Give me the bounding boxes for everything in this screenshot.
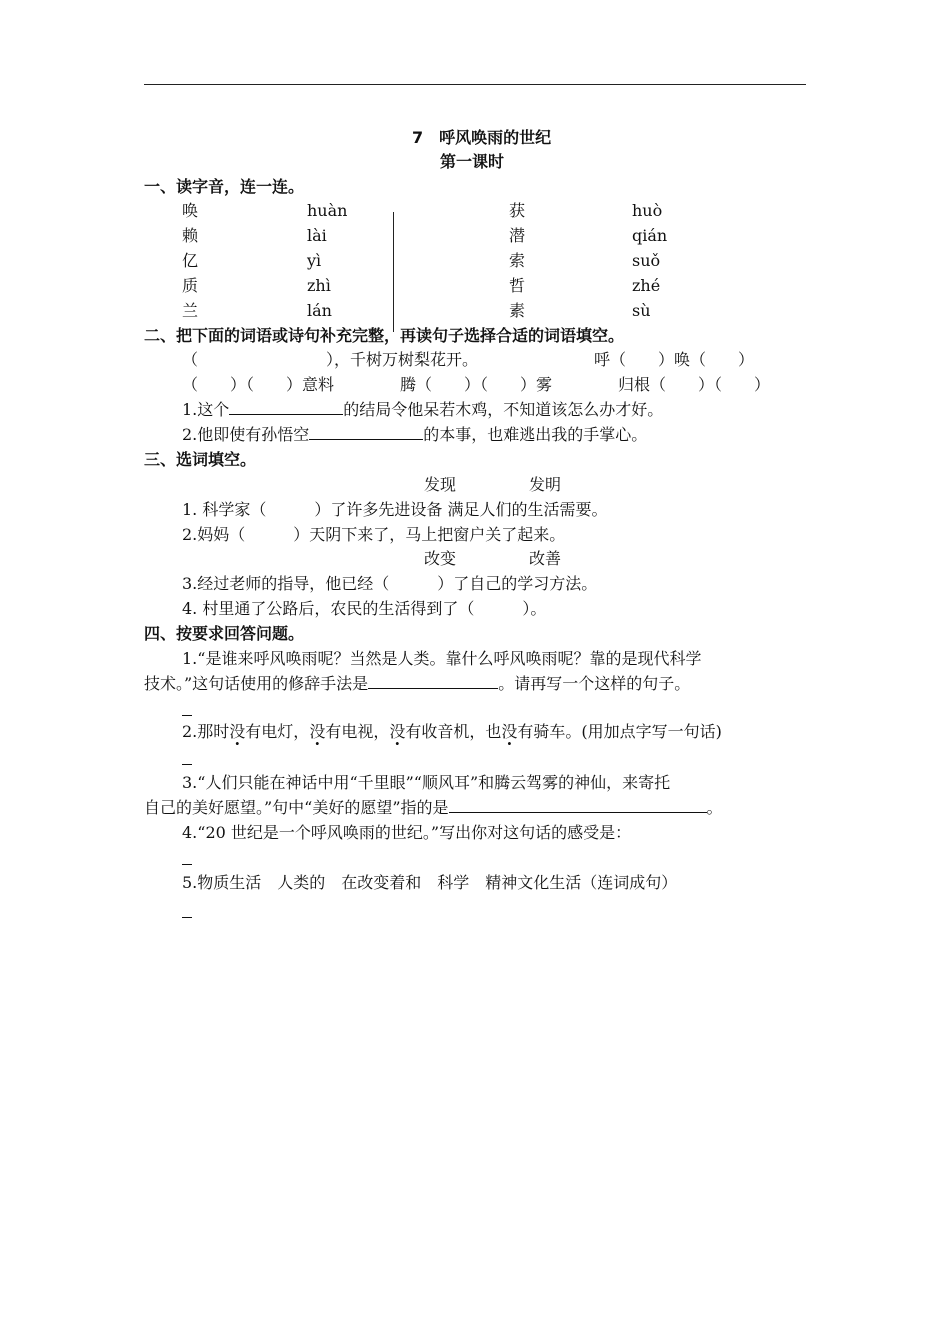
choice-question-1: 1. 科学家（ ）了许多先进设备 满足人们的生活需要。 — [182, 500, 608, 519]
answer-question-3-line-1: 3.“人们只能在神话中用“千里眼”“顺风耳”和腾云驾雾的神仙，来寄托 — [182, 773, 671, 792]
answer-question-3-line-2: 自己的美好愿望。”句中“美好的愿望”指的是 。 — [144, 798, 723, 817]
answer-blank[interactable] — [449, 798, 707, 813]
idiom-fill: 腾（ ）（ ）雾 — [400, 375, 553, 394]
match-char: 亿 — [182, 251, 199, 270]
poem-fill-line: （ ），千树万树梨花开。 — [182, 350, 479, 369]
answer-blank[interactable] — [229, 400, 343, 415]
section-4-heading: 四、按要求回答问题。 — [144, 624, 305, 643]
header-rule — [144, 84, 806, 85]
match-char: 兰 — [182, 301, 199, 320]
word-choice: 改变 — [424, 549, 457, 568]
idiom-fill: 呼（ ）唤（ ） — [594, 350, 755, 369]
match-pinyin: suǒ — [632, 251, 661, 270]
match-pinyin: lài — [307, 226, 327, 245]
match-char: 哲 — [509, 276, 526, 295]
match-pinyin: huò — [632, 201, 663, 220]
answer-blank[interactable] — [309, 425, 423, 440]
answer-line[interactable] — [182, 764, 192, 765]
match-pinyin: lán — [307, 301, 332, 320]
match-pinyin: sù — [632, 301, 651, 320]
match-pinyin: yì — [307, 251, 322, 270]
answer-question-1-line-1: 1.“是谁来呼风唤雨呢？当然是人类。靠什么呼风唤雨呢？靠的是现代科学 — [182, 649, 702, 668]
page-subtitle: 第一课时 — [440, 152, 505, 171]
word-choice: 改善 — [529, 549, 562, 568]
page-title: 7 呼风唤雨的世纪 — [412, 128, 552, 147]
idiom-fill: 归根（ ）（ ） — [618, 375, 771, 394]
match-char: 赖 — [182, 226, 199, 245]
answer-question-5: 5.物质生活 人类的 在改变着和 科学 精神文化生活（连词成句） — [182, 873, 678, 892]
section-1-heading: 一、读字音，连一连。 — [144, 177, 305, 196]
match-char: 唤 — [182, 201, 199, 220]
match-char: 质 — [182, 276, 199, 295]
fill-question-1: 1.这个 的结局令他呆若木鸡，不知道该怎么办才好。 — [182, 400, 664, 419]
fill-question-2: 2.他即使有孙悟空 的本事，也难逃出我的手掌心。 — [182, 425, 648, 444]
answer-question-1-line-2: 技术。”这句话使用的修辞手法是 。请再写一个这样的句子。 — [144, 674, 691, 693]
match-pinyin: qián — [632, 226, 668, 245]
answer-question-4: 4.“20 世纪是一个呼风唤雨的世纪。”写出你对这句话的感受是： — [182, 823, 632, 842]
choice-question-4: 4. 村里通了公路后，农民的生活得到了（ ）。 — [182, 599, 547, 618]
answer-line[interactable] — [182, 917, 192, 918]
choice-question-2: 2.妈妈（ ）天阴下来了，马上把窗户关了起来。 — [182, 525, 566, 544]
match-pinyin: zhì — [307, 276, 331, 295]
match-pinyin: zhé — [632, 276, 661, 295]
match-char: 获 — [509, 201, 526, 220]
section-3-heading: 三、选词填空。 — [144, 450, 257, 469]
word-choice: 发明 — [529, 475, 562, 494]
word-choice: 发现 — [424, 475, 457, 494]
idiom-fill: （ ）（ ）意料 — [182, 375, 335, 394]
answer-line[interactable] — [182, 715, 192, 716]
divider-line — [393, 212, 394, 332]
section-2-heading: 二、把下面的词语或诗句补充完整，再读句子选择合适的词语填空。 — [144, 326, 625, 345]
answer-blank[interactable] — [368, 674, 498, 689]
match-pinyin: huàn — [307, 201, 348, 220]
answer-line[interactable] — [182, 864, 192, 865]
match-char: 潜 — [509, 226, 526, 245]
match-char: 素 — [509, 301, 526, 320]
choice-question-3: 3.经过老师的指导，他已经（ ）了自己的学习方法。 — [182, 574, 598, 593]
match-char: 索 — [509, 251, 526, 270]
answer-question-2: 2.那时没有电灯，没有电视，没有收音机，也没有骑车。(用加点字写一句话) — [182, 722, 722, 741]
